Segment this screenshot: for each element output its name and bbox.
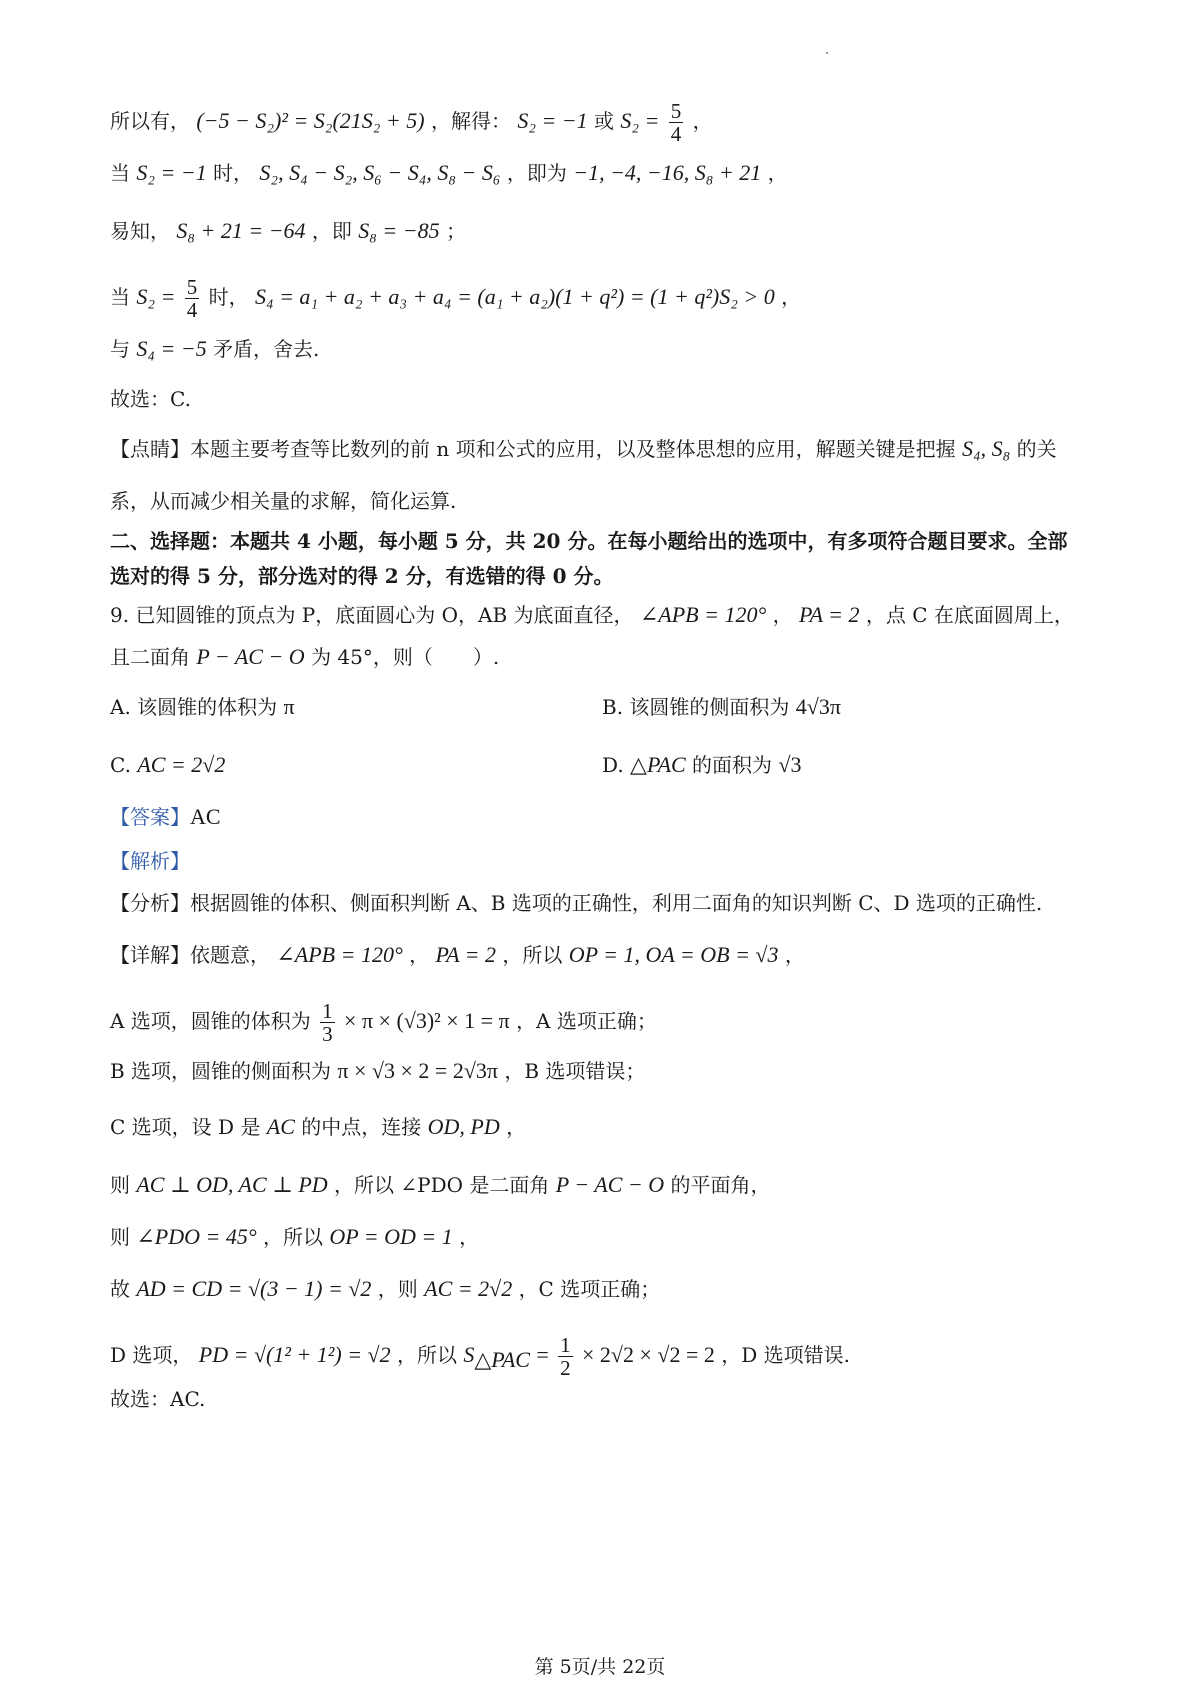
equation: AC = 2√2	[137, 752, 226, 777]
denominator: 3	[322, 1022, 333, 1046]
question-9-line-1	[110, 602, 1074, 628]
text: D.	[602, 753, 624, 777]
text: 故	[110, 1277, 130, 1301]
text: 9. 已知圆锥的顶点为 P，底面圆心为 O，AB 为底面直径，	[110, 603, 634, 627]
text: 当	[110, 285, 130, 309]
numerator: 5	[670, 99, 682, 123]
equation: P − AC − O	[555, 1172, 665, 1197]
text: B. 该圆锥的侧面积为	[602, 695, 790, 719]
text: ，B 选项错误；	[504, 1059, 646, 1083]
subscript: △PAC	[474, 1347, 530, 1372]
equation: AC	[266, 1114, 295, 1139]
equation: PA = 2	[435, 942, 496, 967]
fraction	[558, 1334, 573, 1379]
equation: △PAC	[630, 752, 686, 777]
text: D 选项，	[110, 1343, 193, 1367]
fraction	[185, 276, 200, 321]
equation: PA = 2	[799, 602, 860, 627]
text: ，	[781, 285, 802, 309]
line-dianjing-1	[110, 436, 1057, 462]
text: C.	[110, 753, 131, 777]
text: ，	[409, 943, 430, 967]
equation: π	[283, 694, 295, 719]
final-choice: 故选：AC.	[110, 1387, 206, 1411]
numerator: 5	[186, 275, 198, 299]
text: B 选项，圆锥的侧面积为	[110, 1059, 332, 1083]
text: 的面积为	[692, 753, 773, 777]
text: ，C 选项正确；	[518, 1277, 661, 1301]
equation: ∠APB = 120°	[639, 602, 767, 627]
text: ，点 C 在底面圆周上，	[865, 603, 1074, 627]
solution-d-line	[110, 1334, 850, 1379]
line-choice: 故选：C.	[110, 387, 191, 411]
fenxi-line	[110, 890, 1042, 916]
equation: AC ⊥ OD, AC ⊥ PD	[136, 1172, 328, 1197]
numerator: 1	[560, 1333, 571, 1357]
solution-c-line	[110, 1114, 526, 1140]
tag-fenxi: 【分析】	[110, 891, 190, 915]
equation: S₄ = −5	[136, 336, 207, 361]
text: ，则	[377, 1277, 418, 1301]
equation: S₂ = −1	[517, 108, 588, 133]
perpendicular-line	[110, 1172, 770, 1198]
text: ；	[445, 219, 466, 243]
text: 本题主要考查等比数列的前 n 项和公式的应用，以及整体思想的应用，解题关键是把握	[190, 437, 956, 461]
tag-analysis: 【解析】	[110, 849, 190, 873]
line-solution-3	[110, 218, 466, 244]
numerator: 1	[322, 999, 333, 1023]
equation: AC = 2√2	[424, 1276, 513, 1301]
line-dianjing-2: 系，从而减少相关量的求解，简化运算.	[110, 489, 457, 513]
equation: S	[463, 1342, 475, 1367]
text: ，	[506, 1115, 527, 1139]
answer-value: AC	[190, 804, 221, 829]
equation: S₈ + 21 = −64	[176, 218, 306, 243]
equation: OP = 1, OA = OB = √3	[568, 942, 779, 967]
angle-45-line	[110, 1224, 479, 1250]
solution-b-line	[110, 1058, 645, 1084]
text: ，所以	[396, 1343, 457, 1367]
line-solution-5	[110, 336, 319, 362]
text: 与	[110, 337, 130, 361]
text: ，	[772, 603, 793, 627]
equation: P − AC − O	[196, 644, 305, 669]
line-solution-1	[110, 100, 713, 145]
text: 根据圆锥的体积、侧面积判断 A、B 选项的正确性，利用二面角的知识判断 C、D 选项的正确性.	[190, 891, 1043, 915]
text: 依题意，	[190, 943, 270, 967]
equation: AD = CD = √(3 − 1) = √2	[136, 1276, 372, 1301]
text: ，D 选项错误.	[721, 1343, 850, 1367]
text: 或	[594, 109, 615, 133]
text: ，A 选项正确；	[516, 1009, 657, 1033]
answer-line	[110, 804, 221, 830]
text: 则	[110, 1173, 130, 1197]
solution-a-line	[110, 1000, 657, 1045]
tag-answer: 【答案】	[110, 805, 190, 829]
equation: √3	[778, 752, 802, 777]
equation: (−5 − S₂)² = S₂(21S₂ + 5)	[196, 108, 425, 133]
denominator: 4	[670, 122, 682, 146]
text: ，	[692, 109, 713, 133]
question-9-line-2	[110, 644, 499, 670]
text: ，	[459, 1225, 480, 1249]
equation: S₂ =	[136, 284, 176, 309]
text: 矛盾，舍去.	[213, 337, 320, 361]
text: ，所以	[263, 1225, 324, 1249]
text: C 选项，设 D 是	[110, 1115, 261, 1139]
text: ，	[767, 161, 788, 185]
text: 则	[110, 1225, 130, 1249]
equation: OD, PD	[427, 1114, 500, 1139]
section-heading-1: 二、选择题：本题共 4 小题，每小题 5 分，共 20 分。在每小题给出的选项中，有多项符合题目要求。全部	[110, 529, 1068, 553]
text: 易知，	[110, 219, 170, 243]
option-d	[602, 752, 801, 778]
equation: PD = √(1² + 1²) = √2	[198, 1342, 391, 1367]
text: ，所以	[502, 943, 563, 967]
tag-xiangjie: 【详解】	[110, 943, 190, 967]
text: A. 该圆锥的体积为	[110, 695, 278, 719]
equation: S₂ = −1	[136, 160, 207, 185]
text: ，解得：	[430, 109, 511, 133]
equation: =	[536, 1342, 549, 1367]
text: 时，	[213, 161, 254, 185]
text: ，所以 ∠PDO 是二面角	[334, 1173, 550, 1197]
section-heading-2: 选对的得 5 分，部分选对的得 2 分，有选错的得 0 分。	[110, 564, 614, 588]
text: 当	[110, 161, 130, 185]
equation: 4√3π	[795, 694, 841, 719]
text: 时，	[208, 285, 249, 309]
equation: S₂, S₄ − S₂, S₆ − S₄, S₈ − S₆	[259, 160, 501, 185]
equation: OP = OD = 1	[329, 1224, 453, 1249]
page-footer: 第 5页/共 22页	[534, 1656, 666, 1678]
ad-cd-line	[110, 1276, 660, 1302]
text: ，即为	[506, 161, 567, 185]
equation: × π × (√3)² × 1 = π	[344, 1008, 510, 1033]
text: 所以有，	[110, 109, 190, 133]
equation: ∠APB = 120°	[276, 942, 403, 967]
denominator: 2	[560, 1356, 571, 1380]
line-solution-2	[110, 160, 788, 186]
option-a	[110, 694, 295, 720]
speck	[826, 52, 828, 54]
text: 的中点，连接	[301, 1115, 422, 1139]
equation: × 2√2 × √2 = 2	[581, 1342, 715, 1367]
fraction	[320, 1000, 335, 1045]
equation: −1, −4, −16, S₈ + 21	[573, 160, 762, 185]
line-solution-4	[110, 276, 801, 321]
option-c	[110, 752, 225, 778]
option-b	[602, 694, 841, 720]
equation: S₈ = −85	[358, 218, 440, 243]
equation: π × √3 × 2 = 2√3π	[337, 1058, 499, 1083]
text: 的关	[1016, 437, 1057, 461]
text: ，	[784, 943, 805, 967]
equation: S₂ =	[620, 108, 660, 133]
text: A 选项，圆锥的体积为	[110, 1009, 311, 1033]
xiangjie-line	[110, 942, 805, 968]
text: 且二面角	[110, 645, 190, 669]
text: 的平面角，	[670, 1173, 771, 1197]
equation: S₄ = a₁ + a₂ + a₃ + a₄ = (a₁ + a₂)(1 + q²) = (1 + q²)S₂ > 0	[254, 284, 775, 309]
text: 为 45°，则（ ）.	[311, 645, 500, 669]
text: ，即	[311, 219, 352, 243]
fraction	[669, 100, 684, 145]
denominator: 4	[186, 298, 198, 322]
tag-dianjing: 【点睛】	[110, 437, 190, 461]
equation: S₄, S₈	[961, 436, 1011, 461]
equation: ∠PDO = 45°	[136, 1224, 257, 1249]
